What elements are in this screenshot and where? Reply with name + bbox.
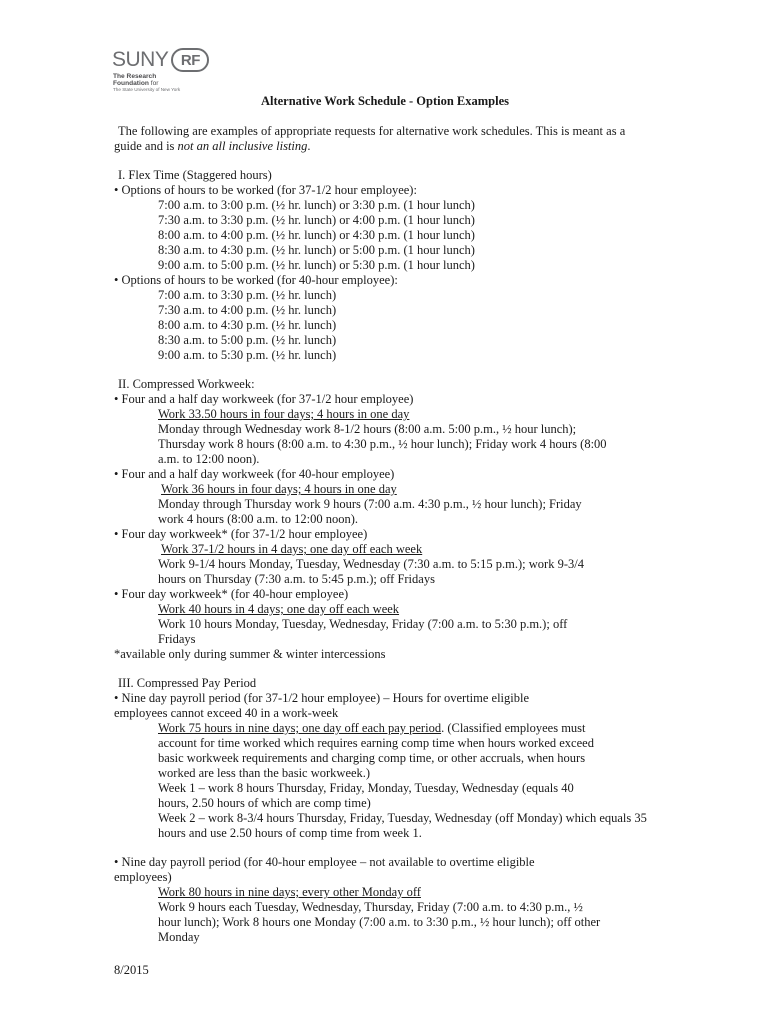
- logo-line-research: The Research: [113, 73, 157, 80]
- payperiod-bullet-1-detail: worked are less than the basic workweek.): [158, 766, 371, 780]
- compressed-bullet-2: • Four and a half day workweek (for 40-hour employee): [114, 467, 395, 481]
- payperiod-bullet-1-detail: basic workweek requirements and charging comp time, or other accruals, when hours: [158, 751, 586, 765]
- flex-row: 7:00 a.m. to 3:30 p.m. (½ hr. lunch): [158, 288, 337, 302]
- section-flex-heading: I. Flex Time (Staggered hours): [118, 168, 272, 182]
- footer-date: 8/2015: [114, 963, 149, 977]
- payperiod-bullet-1: • Nine day payroll period (for 37-1/2 hour employee) – Hours for overtime eligible: [114, 691, 530, 705]
- compressed-bullet-4-summary: Work 40 hours in 4 days; one day off each week: [158, 602, 400, 616]
- payperiod-bullet-2-summary: Work 80 hours in nine days; every other Monday off: [158, 885, 421, 899]
- logo-rf-badge: RF: [171, 48, 209, 72]
- compressed-bullet-1-detail: Monday through Wednesday work 8-1/2 hours (8:00 a.m. 5:00 p.m., ½ hour lunch);: [158, 422, 577, 436]
- flex-row: 8:00 a.m. to 4:30 p.m. (½ hr. lunch): [158, 318, 337, 332]
- document-title: Alternative Work Schedule - Option Examples: [260, 94, 510, 108]
- logo-suny-text: SUNY: [112, 48, 169, 71]
- flex-row: 9:00 a.m. to 5:00 p.m. (½ hr. lunch) or 5:30 p.m. (1 hour lunch): [158, 258, 475, 272]
- payperiod-bullet-1-summary: Work 75 hours in nine days; one day off each pay period. (Classified employees must: [158, 721, 586, 735]
- flex-bullet-2: • Options of hours to be worked (for 40-hour employee):: [114, 273, 398, 287]
- logo-line-foundation: Foundation for: [113, 80, 159, 87]
- suny-rf-logo: [112, 47, 232, 95]
- payperiod-bullet-2-detail: Work 9 hours each Tuesday, Wednesday, Thursday, Friday (7:00 a.m. to 4:30 p.m., ½: [158, 900, 583, 914]
- payperiod-bullet-1-detail: account for time worked which requires earning comp time when hours worked exceed: [158, 736, 594, 750]
- flex-row: 8:30 a.m. to 4:30 p.m. (½ hr. lunch) or 5:00 p.m. (1 hour lunch): [158, 243, 475, 257]
- payperiod-bullet-2-detail: hour lunch); Work 8 hours one Monday (7:00 a.m. to 3:30 p.m., ½ hour lunch); off other: [158, 915, 601, 929]
- flex-row: 8:00 a.m. to 4:00 p.m. (½ hr. lunch) or 4:30 p.m. (1 hour lunch): [158, 228, 475, 242]
- compressed-bullet-3: • Four day workweek* (for 37-1/2 hour employee): [114, 527, 368, 541]
- compressed-bullet-3-summary: Work 37-1/2 hours in 4 days; one day off each week: [161, 542, 423, 556]
- intro-line-2: guide and is not an all inclusive listing.: [114, 139, 311, 153]
- compressed-bullet-3-detail: hours on Thursday (7:30 a.m. to 5:45 p.m.); off Fridays: [158, 572, 435, 586]
- compressed-bullet-1-detail: Thursday work 8 hours (8:00 a.m. to 4:30 p.m., ½ hour lunch); Friday work 4 hours (8:00: [158, 437, 607, 451]
- compressed-bullet-1: • Four and a half day workweek (for 37-1/2 hour employee): [114, 392, 414, 406]
- payperiod-bullet-1-detail: Week 2 – work 8-3/4 hours Thursday, Friday, Tuesday, Wednesday (off Monday) which equals 35: [158, 811, 647, 825]
- compressed-bullet-4-detail: Fridays: [158, 632, 196, 646]
- compressed-bullet-2-detail: Monday through Thursday work 9 hours (7:00 a.m. 4:30 p.m., ½ hour lunch); Friday: [158, 497, 582, 511]
- flex-row: 7:00 a.m. to 3:00 p.m. (½ hr. lunch) or 3:30 p.m. (1 hour lunch): [158, 198, 475, 212]
- logo-line-suny: The State University of New York: [113, 87, 181, 92]
- intro-line-1: The following are examples of appropriate requests for alternative work schedules. This is meant as a: [118, 124, 626, 138]
- payperiod-bullet-1-cont: employees cannot exceed 40 in a work-week: [114, 706, 339, 720]
- payperiod-bullet-1-detail: Week 1 – work 8 hours Thursday, Friday, Monday, Tuesday, Wednesday (equals 40: [158, 781, 574, 795]
- payperiod-bullet-2: • Nine day payroll period (for 40-hour employee – not available to overtime eligible: [114, 855, 535, 869]
- compressed-bullet-4-detail: Work 10 hours Monday, Tuesday, Wednesday, Friday (7:00 a.m. to 5:30 p.m.); off: [158, 617, 568, 631]
- intercession-note: *available only during summer & winter intercessions: [114, 647, 386, 661]
- flex-row: 8:30 a.m. to 5:00 p.m. (½ hr. lunch): [158, 333, 337, 347]
- compressed-bullet-3-detail: Work 9-1/4 hours Monday, Tuesday, Wednesday (7:30 a.m. to 5:15 p.m.); work 9-3/4: [158, 557, 584, 571]
- flex-row: 9:00 a.m. to 5:30 p.m. (½ hr. lunch): [158, 348, 337, 362]
- section-payperiod-heading: III. Compressed Pay Period: [118, 676, 257, 690]
- flex-bullet-1: • Options of hours to be worked (for 37-1/2 hour employee):: [114, 183, 417, 197]
- compressed-bullet-4: • Four day workweek* (for 40-hour employee): [114, 587, 349, 601]
- compressed-bullet-1-summary: Work 33.50 hours in four days; 4 hours in one day: [158, 407, 410, 421]
- payperiod-bullet-2-cont: employees): [114, 870, 172, 884]
- payperiod-bullet-1-detail: hours and use 2.50 hours of comp time from week 1.: [158, 826, 422, 840]
- compressed-bullet-2-detail: work 4 hours (8:00 a.m. to 12:00 noon).: [158, 512, 358, 526]
- payperiod-bullet-1-detail: hours, 2.50 hours of which are comp time): [158, 796, 371, 810]
- compressed-bullet-1-detail: a.m. to 12:00 noon).: [158, 452, 260, 466]
- payperiod-bullet-2-detail: Monday: [158, 930, 200, 944]
- section-compressed-heading: II. Compressed Workweek:: [118, 377, 255, 391]
- compressed-bullet-2-summary: Work 36 hours in four days; 4 hours in one day: [161, 482, 397, 496]
- flex-row: 7:30 a.m. to 4:00 p.m. (½ hr. lunch): [158, 303, 337, 317]
- flex-row: 7:30 a.m. to 3:30 p.m. (½ hr. lunch) or 4:00 p.m. (1 hour lunch): [158, 213, 475, 227]
